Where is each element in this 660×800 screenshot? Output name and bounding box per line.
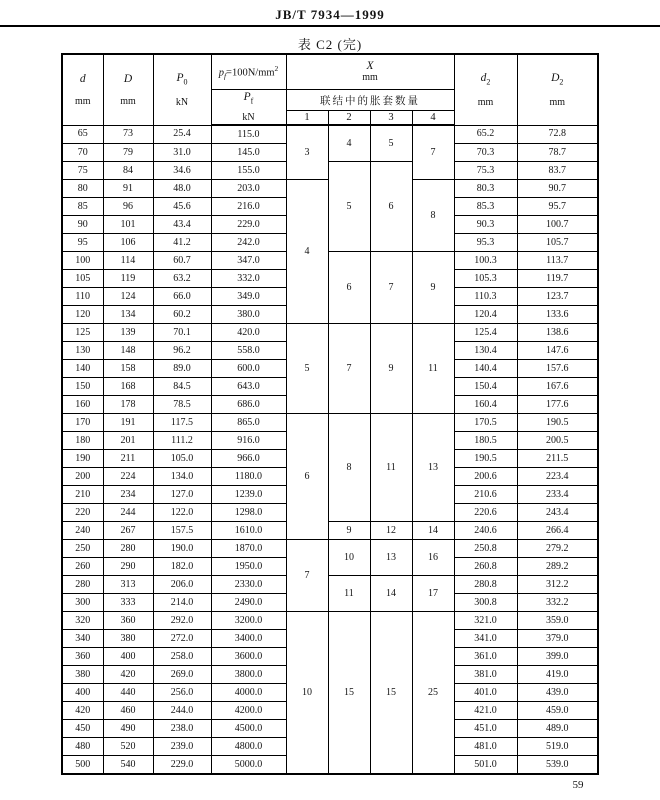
cell-Pf: 1870.0	[211, 540, 286, 558]
cell-D2: 359.0	[517, 612, 598, 630]
cell-d: 250	[62, 540, 103, 558]
cell-D2: 211.5	[517, 450, 598, 468]
cell-x1: 4	[286, 180, 328, 324]
cell-d2: 190.5	[454, 450, 517, 468]
symbol-P0: $P_0$	[176, 71, 188, 86]
cell-Pf: 1298.0	[211, 504, 286, 522]
cell-d: 170	[62, 414, 103, 432]
cell-D2: 105.7	[517, 234, 598, 252]
cell-P0: 134.0	[153, 468, 211, 486]
cell-d2: 240.6	[454, 522, 517, 540]
cell-Pf: 2490.0	[211, 594, 286, 612]
cell-Pf: 2330.0	[211, 576, 286, 594]
cell-D2: 190.5	[517, 414, 598, 432]
table-row	[62, 252, 598, 270]
cell-d2: 120.4	[454, 306, 517, 324]
cell-P0: 190.0	[153, 540, 211, 558]
cell-x4: 16	[412, 540, 454, 576]
cell-d: 95	[62, 234, 103, 252]
cell-Pf: 3800.0	[211, 666, 286, 684]
cell-D: 134	[103, 306, 153, 324]
cell-d: 220	[62, 504, 103, 522]
cell-Pf: 4500.0	[211, 720, 286, 738]
cell-D: 490	[103, 720, 153, 738]
cell-d2: 361.0	[454, 648, 517, 666]
cell-D2: 243.4	[517, 504, 598, 522]
cell-d2: 421.0	[454, 702, 517, 720]
cell-d: 200	[62, 468, 103, 486]
col-header-D	[103, 54, 153, 125]
header-rule	[0, 25, 660, 27]
cell-d: 260	[62, 558, 103, 576]
table-row	[62, 540, 598, 558]
cell-x4: 13	[412, 414, 454, 522]
cell-Pf: 203.0	[211, 180, 286, 198]
cell-D2: 133.6	[517, 306, 598, 324]
col-header-x1: 1	[286, 111, 328, 126]
cell-d: 110	[62, 288, 103, 306]
cell-D2: 459.0	[517, 702, 598, 720]
cell-d2: 65.2	[454, 125, 517, 144]
cell-Pf: 242.0	[211, 234, 286, 252]
cell-Pf: 349.0	[211, 288, 286, 306]
cell-P0: 258.0	[153, 648, 211, 666]
cell-d: 500	[62, 756, 103, 775]
cell-d: 105	[62, 270, 103, 288]
cell-P0: 239.0	[153, 738, 211, 756]
cell-x4: 9	[412, 252, 454, 324]
cell-x2: 4	[328, 125, 370, 162]
unit-Pf: kN	[242, 112, 255, 124]
cell-P0: 214.0	[153, 594, 211, 612]
cell-D2: 419.0	[517, 666, 598, 684]
cell-D2: 78.7	[517, 144, 598, 162]
table-row	[62, 162, 598, 180]
cell-D: 124	[103, 288, 153, 306]
cell-Pf: 115.0	[211, 125, 286, 144]
cell-d2: 280.8	[454, 576, 517, 594]
unit-D2: mm	[549, 96, 566, 108]
col-header-P0	[153, 54, 211, 125]
cell-D: 191	[103, 414, 153, 432]
symbol-D2: $D_2$	[551, 71, 564, 86]
cell-d2: 160.4	[454, 396, 517, 414]
cell-d2: 140.4	[454, 360, 517, 378]
cell-x2: 9	[328, 522, 370, 540]
cell-D: 158	[103, 360, 153, 378]
table-header	[62, 54, 598, 125]
cell-d: 130	[62, 342, 103, 360]
cell-P0: 256.0	[153, 684, 211, 702]
cell-P0: 31.0	[153, 144, 211, 162]
cell-D2: 289.2	[517, 558, 598, 576]
cell-D2: 83.7	[517, 162, 598, 180]
cell-D: 73	[103, 125, 153, 144]
cell-D2: 266.4	[517, 522, 598, 540]
cell-d2: 105.3	[454, 270, 517, 288]
cell-D: 267	[103, 522, 153, 540]
symbol-Pf: $P_f$	[243, 90, 254, 106]
cell-D2: 119.7	[517, 270, 598, 288]
col-header-x2: 2	[328, 111, 370, 126]
cell-D: 420	[103, 666, 153, 684]
symbol-D: D	[123, 72, 133, 85]
cell-P0: 229.0	[153, 756, 211, 775]
cell-P0: 96.2	[153, 342, 211, 360]
unit-d: mm	[74, 95, 91, 107]
col-header-d	[62, 54, 103, 125]
cell-P0: 43.4	[153, 216, 211, 234]
cell-d2: 501.0	[454, 756, 517, 775]
cell-x4: 7	[412, 125, 454, 180]
col-header-D2	[517, 54, 598, 125]
symbol-X: X	[366, 60, 374, 73]
cell-d2: 100.3	[454, 252, 517, 270]
col-header-x3: 3	[370, 111, 412, 126]
cell-d: 65	[62, 125, 103, 144]
cell-P0: 292.0	[153, 612, 211, 630]
cell-d: 120	[62, 306, 103, 324]
cell-d: 180	[62, 432, 103, 450]
cell-Pf: 916.0	[211, 432, 286, 450]
symbol-d2: $d_2$	[480, 71, 491, 86]
col-header-X	[286, 54, 454, 90]
cell-Pf: 1180.0	[211, 468, 286, 486]
cell-d2: 381.0	[454, 666, 517, 684]
cell-d: 210	[62, 486, 103, 504]
cell-d: 480	[62, 738, 103, 756]
cell-D2: 167.6	[517, 378, 598, 396]
cell-Pf: 347.0	[211, 252, 286, 270]
cell-d: 80	[62, 180, 103, 198]
cell-d: 360	[62, 648, 103, 666]
cell-d: 75	[62, 162, 103, 180]
cell-P0: 84.5	[153, 378, 211, 396]
cell-x4: 11	[412, 324, 454, 414]
cell-d2: 210.6	[454, 486, 517, 504]
cell-x2: 7	[328, 324, 370, 414]
cell-Pf: 420.0	[211, 324, 286, 342]
cell-D: 234	[103, 486, 153, 504]
cell-Pf: 145.0	[211, 144, 286, 162]
cell-Pf: 1239.0	[211, 486, 286, 504]
cell-d2: 341.0	[454, 630, 517, 648]
cell-x1: 7	[286, 540, 328, 612]
cell-D2: 279.2	[517, 540, 598, 558]
cell-P0: 182.0	[153, 558, 211, 576]
cell-x2: 11	[328, 576, 370, 612]
cell-D: 84	[103, 162, 153, 180]
cell-d: 240	[62, 522, 103, 540]
cell-D2: 379.0	[517, 630, 598, 648]
cell-Pf: 5000.0	[211, 756, 286, 775]
cell-Pf: 4200.0	[211, 702, 286, 720]
cell-D: 91	[103, 180, 153, 198]
cell-x2: 15	[328, 612, 370, 775]
cell-Pf: 4800.0	[211, 738, 286, 756]
cell-P0: 45.6	[153, 198, 211, 216]
cell-D: 148	[103, 342, 153, 360]
cell-d2: 70.3	[454, 144, 517, 162]
cell-D: 139	[103, 324, 153, 342]
cell-D: 168	[103, 378, 153, 396]
cell-D: 290	[103, 558, 153, 576]
cell-P0: 89.0	[153, 360, 211, 378]
cell-d2: 260.8	[454, 558, 517, 576]
cell-D2: 332.2	[517, 594, 598, 612]
cell-x3: 6	[370, 162, 412, 252]
cell-D2: 439.0	[517, 684, 598, 702]
cell-D: 96	[103, 198, 153, 216]
cell-D: 440	[103, 684, 153, 702]
cell-d2: 125.4	[454, 324, 517, 342]
cell-D: 106	[103, 234, 153, 252]
cell-P0: 48.0	[153, 180, 211, 198]
cell-Pf: 966.0	[211, 450, 286, 468]
cell-D: 280	[103, 540, 153, 558]
col-header-x4: 4	[412, 111, 454, 126]
cell-D2: 539.0	[517, 756, 598, 775]
cell-P0: 70.1	[153, 324, 211, 342]
cell-d2: 95.3	[454, 234, 517, 252]
cell-D: 333	[103, 594, 153, 612]
cell-Pf: 332.0	[211, 270, 286, 288]
table-row	[62, 414, 598, 432]
cell-P0: 34.6	[153, 162, 211, 180]
cell-D2: 95.7	[517, 198, 598, 216]
cell-P0: 66.0	[153, 288, 211, 306]
symbol-d: d	[79, 72, 86, 85]
cell-d: 320	[62, 612, 103, 630]
cell-D2: 519.0	[517, 738, 598, 756]
table-row	[62, 324, 598, 342]
cell-d2: 401.0	[454, 684, 517, 702]
cell-d2: 110.3	[454, 288, 517, 306]
cell-P0: 41.2	[153, 234, 211, 252]
cell-Pf: 229.0	[211, 216, 286, 234]
cell-D2: 157.6	[517, 360, 598, 378]
cell-D: 224	[103, 468, 153, 486]
cell-d2: 451.0	[454, 720, 517, 738]
cell-x4: 8	[412, 180, 454, 252]
table-caption: 表 C2 (完)	[297, 37, 363, 52]
cell-x1: 10	[286, 612, 328, 775]
cell-P0: 117.5	[153, 414, 211, 432]
cell-x2: 8	[328, 414, 370, 522]
cell-d2: 200.6	[454, 468, 517, 486]
cell-d2: 150.4	[454, 378, 517, 396]
cell-D: 244	[103, 504, 153, 522]
col-header-pf-condition: $p_f=100N/mm^2$	[211, 54, 286, 90]
cell-d2: 170.5	[454, 414, 517, 432]
cell-x3: 5	[370, 125, 412, 162]
cell-Pf: 600.0	[211, 360, 286, 378]
cell-d: 100	[62, 252, 103, 270]
table-body	[62, 125, 598, 774]
cell-P0: 269.0	[153, 666, 211, 684]
table-row	[62, 522, 598, 540]
cell-P0: 63.2	[153, 270, 211, 288]
cell-D: 101	[103, 216, 153, 234]
cell-d: 85	[62, 198, 103, 216]
cell-D2: 138.6	[517, 324, 598, 342]
cell-Pf: 1610.0	[211, 522, 286, 540]
cell-P0: 127.0	[153, 486, 211, 504]
cell-D: 540	[103, 756, 153, 775]
cell-P0: 111.2	[153, 432, 211, 450]
cell-P0: 60.2	[153, 306, 211, 324]
cell-D: 400	[103, 648, 153, 666]
cell-D2: 72.8	[517, 125, 598, 144]
doc-number: JB/T 7934—1999	[275, 7, 385, 22]
cell-D: 313	[103, 576, 153, 594]
spec-table	[61, 53, 599, 775]
cell-Pf: 380.0	[211, 306, 286, 324]
cell-D2: 200.5	[517, 432, 598, 450]
cell-d2: 250.8	[454, 540, 517, 558]
cell-d2: 130.4	[454, 342, 517, 360]
cell-d: 140	[62, 360, 103, 378]
cell-x3: 12	[370, 522, 412, 540]
cell-D: 119	[103, 270, 153, 288]
cell-Pf: 558.0	[211, 342, 286, 360]
cell-Pf: 865.0	[211, 414, 286, 432]
cell-d2: 90.3	[454, 216, 517, 234]
cell-d2: 180.5	[454, 432, 517, 450]
cell-P0: 78.5	[153, 396, 211, 414]
cell-Pf: 216.0	[211, 198, 286, 216]
cell-d2: 321.0	[454, 612, 517, 630]
cell-P0: 272.0	[153, 630, 211, 648]
cell-x4: 14	[412, 522, 454, 540]
cell-D: 380	[103, 630, 153, 648]
cell-d2: 75.3	[454, 162, 517, 180]
cell-d: 125	[62, 324, 103, 342]
cell-x1: 3	[286, 125, 328, 180]
table-row	[62, 612, 598, 630]
cell-D2: 399.0	[517, 648, 598, 666]
cell-D2: 233.4	[517, 486, 598, 504]
cell-x3: 9	[370, 324, 412, 414]
cell-d: 90	[62, 216, 103, 234]
cell-D: 460	[103, 702, 153, 720]
cell-Pf: 1950.0	[211, 558, 286, 576]
cell-D: 114	[103, 252, 153, 270]
cell-d: 150	[62, 378, 103, 396]
cell-Pf: 3600.0	[211, 648, 286, 666]
unit-d2: mm	[477, 96, 494, 108]
table-row	[62, 125, 598, 144]
cell-d: 190	[62, 450, 103, 468]
cell-x1: 6	[286, 414, 328, 540]
cell-x3: 11	[370, 414, 412, 522]
cell-D2: 177.6	[517, 396, 598, 414]
cell-D: 211	[103, 450, 153, 468]
table-row	[62, 576, 598, 594]
cell-x3: 13	[370, 540, 412, 576]
cell-d: 280	[62, 576, 103, 594]
cell-x3: 7	[370, 252, 412, 324]
cell-Pf: 686.0	[211, 396, 286, 414]
cell-x4: 17	[412, 576, 454, 612]
cell-x3: 15	[370, 612, 412, 775]
cell-d2: 80.3	[454, 180, 517, 198]
cell-d: 380	[62, 666, 103, 684]
cell-x4: 25	[412, 612, 454, 775]
cell-Pf: 155.0	[211, 162, 286, 180]
cell-d2: 300.8	[454, 594, 517, 612]
col-header-d2	[454, 54, 517, 125]
cell-d: 70	[62, 144, 103, 162]
cell-P0: 206.0	[153, 576, 211, 594]
cell-P0: 25.4	[153, 125, 211, 144]
cell-Pf: 3200.0	[211, 612, 286, 630]
unit-P0: kN	[175, 96, 189, 108]
cell-x3: 14	[370, 576, 412, 612]
cell-x2: 5	[328, 162, 370, 252]
cell-d2: 220.6	[454, 504, 517, 522]
cell-d2: 481.0	[454, 738, 517, 756]
cell-P0: 157.5	[153, 522, 211, 540]
cell-D2: 100.7	[517, 216, 598, 234]
unit-D: mm	[120, 95, 136, 107]
cell-Pf: 3400.0	[211, 630, 286, 648]
cell-d2: 85.3	[454, 198, 517, 216]
cell-D: 360	[103, 612, 153, 630]
cell-D2: 489.0	[517, 720, 598, 738]
col-header-pf-force	[211, 90, 286, 126]
page-number: 59	[572, 779, 584, 791]
unit-X: mm	[362, 72, 378, 84]
cell-P0: 105.0	[153, 450, 211, 468]
cell-d: 340	[62, 630, 103, 648]
cell-D2: 147.6	[517, 342, 598, 360]
cell-d: 300	[62, 594, 103, 612]
col-header-sleeve-count: 联结中的胀套数量	[286, 90, 454, 111]
cell-D: 201	[103, 432, 153, 450]
cell-D: 520	[103, 738, 153, 756]
cell-d: 450	[62, 720, 103, 738]
cell-Pf: 643.0	[211, 378, 286, 396]
cell-D: 178	[103, 396, 153, 414]
cell-d: 400	[62, 684, 103, 702]
cell-D2: 113.7	[517, 252, 598, 270]
cell-x2: 6	[328, 252, 370, 324]
cell-Pf: 4000.0	[211, 684, 286, 702]
cell-D2: 123.7	[517, 288, 598, 306]
cell-D: 79	[103, 144, 153, 162]
cell-d: 420	[62, 702, 103, 720]
cell-D2: 90.7	[517, 180, 598, 198]
cell-x1: 5	[286, 324, 328, 414]
cell-D2: 312.2	[517, 576, 598, 594]
cell-P0: 244.0	[153, 702, 211, 720]
cell-d: 160	[62, 396, 103, 414]
cell-D2: 223.4	[517, 468, 598, 486]
cell-x2: 10	[328, 540, 370, 576]
cell-P0: 238.0	[153, 720, 211, 738]
cell-P0: 60.7	[153, 252, 211, 270]
cell-P0: 122.0	[153, 504, 211, 522]
